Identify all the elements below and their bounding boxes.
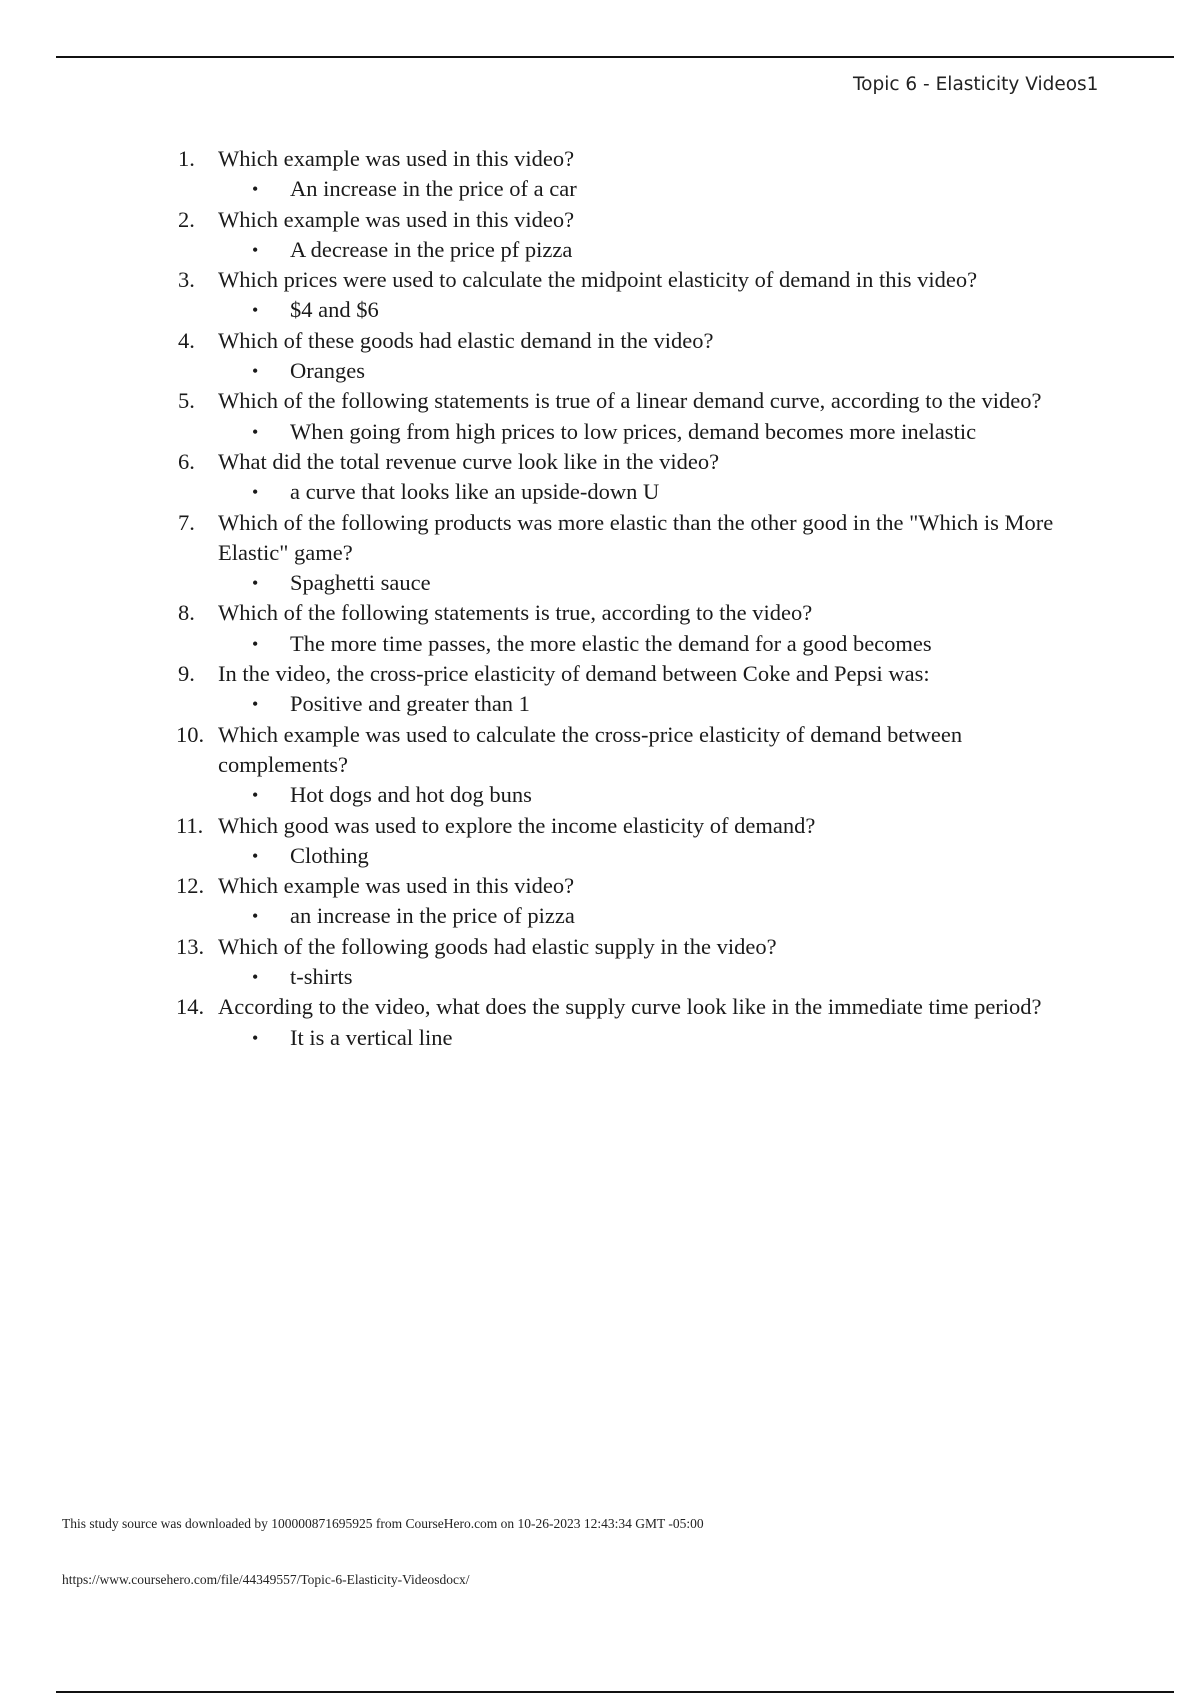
question-number: 14.	[176, 994, 205, 1020]
answer-item	[218, 962, 1078, 992]
answer-item	[218, 356, 1078, 386]
answer-text: Hot dogs and hot dog buns	[290, 782, 532, 808]
bullet-icon: •	[252, 967, 259, 988]
footer-url: https://www.coursehero.com/file/44349557/Topic-6-Elasticity-Videosdocx/	[62, 1572, 470, 1587]
answer-text: t-shirts	[290, 964, 353, 990]
bullet-icon: •	[252, 421, 259, 442]
question-item	[178, 508, 1078, 599]
bullet-icon: •	[252, 1027, 259, 1048]
footer-source-note: This study source was downloaded by 100000871695925 from CourseHero.com on 10-26-2023 12:43:34 GMT -05:00	[62, 1516, 704, 1531]
answer-item	[218, 841, 1078, 871]
question-item	[178, 386, 1078, 447]
question-text: What did the total revenue curve look like in the video?	[218, 448, 720, 474]
answer-item	[218, 689, 1078, 719]
question-text: Which example was used in this video?	[218, 146, 575, 171]
question-text: In the video, the cross-price elasticity of demand between Coke and Pepsi was:	[218, 661, 930, 687]
answer-text: an increase in the price of pizza	[290, 903, 575, 929]
bullet-icon: •	[252, 179, 259, 200]
bullet-icon: •	[252, 906, 259, 927]
answer-text: It is a vertical line	[290, 1024, 453, 1050]
question-number: 10.	[176, 721, 205, 747]
question-item	[178, 720, 1078, 811]
answer-item	[218, 295, 1078, 325]
bullet-icon: •	[252, 300, 259, 321]
question-text: Which of the following goods had elastic supply in the video?	[218, 933, 777, 959]
question-number: 4.	[178, 327, 195, 353]
question-number: 11.	[176, 812, 204, 838]
answer-item	[218, 235, 1078, 265]
question-item	[178, 205, 1078, 266]
question-item	[178, 871, 1078, 932]
question-text: Which of these goods had elastic demand in the video?	[218, 327, 714, 353]
answer-text: $4 and $6	[290, 297, 379, 323]
question-text: Which example was used in this video?	[218, 873, 575, 899]
question-text: Which prices were used to calculate the midpoint elasticity of demand in this video?	[218, 267, 978, 293]
question-number: 5.	[178, 388, 195, 414]
question-number: 2.	[178, 206, 195, 232]
answer-text: When going from high prices to low prices, demand becomes more inelastic	[290, 418, 977, 444]
question-item	[178, 932, 1078, 993]
question-item	[178, 326, 1078, 387]
answer-text: Oranges	[290, 358, 365, 384]
question-number: 13.	[176, 933, 205, 959]
answer-text: An increase in the price of a car	[290, 176, 577, 202]
question-text: Which of the following statements is true of a linear demand curve, according to the video?	[218, 388, 1042, 414]
bullet-icon: •	[252, 482, 259, 503]
question-number: 3.	[178, 267, 195, 293]
answer-text: Positive and greater than 1	[290, 691, 530, 717]
question-item	[178, 992, 1078, 1053]
question-text: Which example was used in this video?	[218, 206, 575, 232]
question-item	[178, 265, 1078, 326]
question-text: Which example was used to calculate the cross-price elasticity of demand between complements?	[218, 721, 963, 777]
question-item	[178, 447, 1078, 508]
question-text: According to the video, what does the supply curve look like in the immediate time period?	[218, 994, 1042, 1020]
bullet-icon: •	[252, 361, 259, 382]
answer-text: A decrease in the price pf pizza	[290, 236, 573, 262]
question-item	[178, 659, 1078, 720]
answer-item	[218, 568, 1078, 598]
page-header-title: Topic 6 - Elasticity Videos1	[853, 74, 1099, 95]
question-number: 7.	[178, 509, 195, 535]
question-text: Which of the following statements is true, according to the video?	[218, 600, 813, 626]
question-item	[178, 598, 1078, 659]
answer-item	[218, 780, 1078, 810]
answer-text: Clothing	[290, 842, 369, 868]
answer-item	[218, 174, 1078, 204]
bottom-rule	[56, 1691, 1174, 1693]
answer-item	[218, 1023, 1078, 1053]
question-number: 8.	[178, 600, 195, 626]
answer-text: The more time passes, the more elastic the demand for a good becomes	[290, 630, 932, 656]
question-item	[178, 144, 1078, 205]
answer-item	[218, 417, 1078, 447]
answer-item	[218, 901, 1078, 931]
bullet-icon: •	[252, 633, 259, 654]
question-number: 1.	[178, 146, 195, 171]
bullet-icon: •	[252, 785, 259, 806]
answer-text: Spaghetti sauce	[290, 570, 431, 596]
bullet-icon: •	[252, 239, 259, 260]
question-item	[178, 811, 1078, 872]
answer-item	[218, 629, 1078, 659]
question-number: 12.	[176, 873, 205, 899]
question-list	[178, 144, 1078, 1053]
top-rule	[56, 56, 1174, 58]
bullet-icon: •	[252, 845, 259, 866]
bullet-icon: •	[252, 573, 259, 594]
question-number: 6.	[178, 448, 195, 474]
question-text: Which of the following products was more elastic than the other good in the "Which is More Elastic" game?	[218, 509, 1054, 565]
bullet-icon: •	[252, 694, 259, 715]
answer-item	[218, 477, 1078, 507]
answer-text: a curve that looks like an upside-down U	[290, 479, 660, 505]
question-number: 9.	[178, 661, 195, 687]
question-text: Which good was used to explore the income elasticity of demand?	[218, 812, 816, 838]
